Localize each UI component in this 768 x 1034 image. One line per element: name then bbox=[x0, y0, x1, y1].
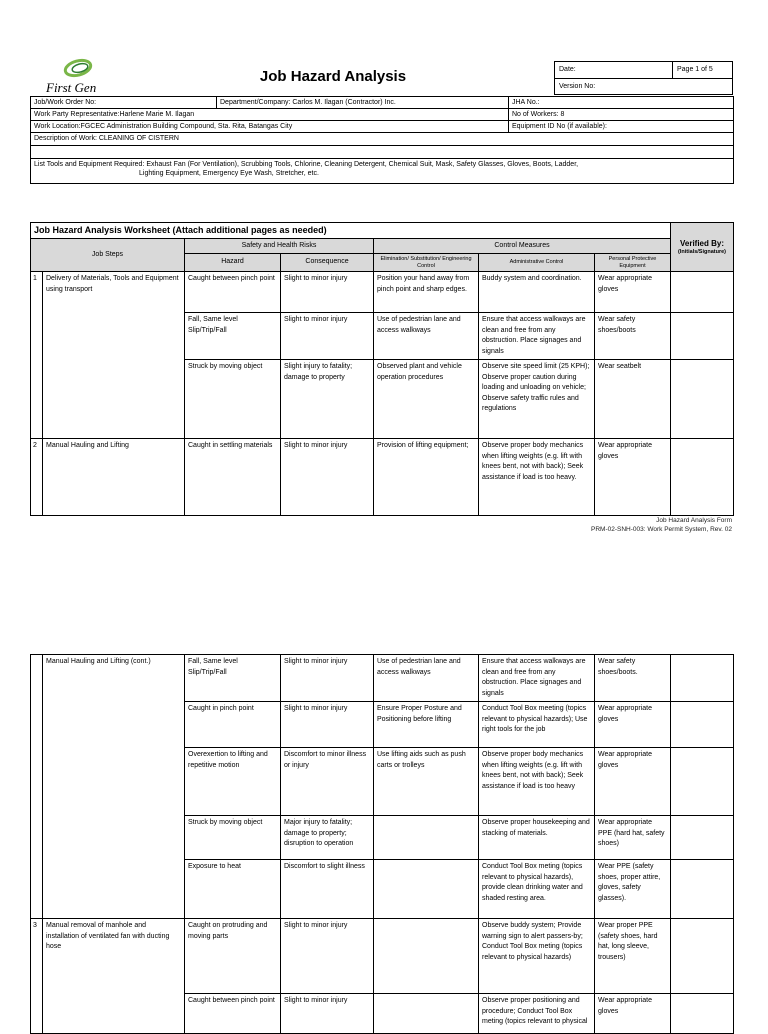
hazard-cell: Exposure to heat bbox=[185, 860, 281, 919]
consequence-cell: Slight to minor injury bbox=[281, 272, 374, 313]
elimination-header: Elimination/ Substitution/ Engineering Control bbox=[374, 254, 479, 272]
footer-form-name: Job Hazard Analysis Form bbox=[656, 517, 732, 524]
verified-cell bbox=[671, 748, 734, 816]
verified-sub-label: (Initials/Signature) bbox=[678, 249, 726, 255]
blank-row bbox=[31, 146, 734, 159]
admin-control-cell: Buddy system and coordination. bbox=[479, 272, 595, 313]
elimination-cell: Use of pedestrian lane and access walkways bbox=[374, 655, 479, 702]
worksheet-table-page-2 bbox=[30, 654, 734, 1034]
consequence-header: Consequence bbox=[281, 254, 374, 272]
admin-control-cell: Observe proper positioning and procedure; Conduct Tool Box meting (topics relevant to physical bbox=[479, 994, 595, 1034]
ppe-cell: Wear appropriate gloves bbox=[595, 748, 671, 816]
table-row bbox=[31, 919, 734, 994]
verified-cell bbox=[671, 313, 734, 360]
step-number: 2 bbox=[31, 439, 43, 516]
hazard-cell: Fall, Same level Slip/Trip/Fall bbox=[185, 655, 281, 702]
department-field: Department/Company: Carlos M. Ilagan (Contractor) Inc. bbox=[217, 97, 509, 109]
consequence-cell: Major injury to fatality; damage to property; disruption to operation bbox=[281, 816, 374, 860]
ppe-cell: Wear proper PPE (safety shoes, hard hat, long sleeve, trousers) bbox=[595, 919, 671, 994]
admin-control-cell: Ensure that access walkways are clean and free from any obstruction. Place signages and signals bbox=[479, 655, 595, 702]
worksheet-table-page-1 bbox=[30, 222, 734, 516]
verified-cell bbox=[671, 919, 734, 994]
tools-line-2: Lighting Equipment, Emergency Eye Wash, Stretcher, etc. bbox=[139, 170, 319, 177]
worksheet-title: Job Hazard Analysis Worksheet (Attach additional pages as needed) bbox=[31, 223, 671, 239]
consequence-cell: Discomfort to minor illness or injury bbox=[281, 748, 374, 816]
logo-text: First Gen bbox=[46, 80, 97, 95]
admin-control-cell: Conduct Tool Box meeting (topics relevant to physical hazards); Use right tools for the job bbox=[479, 702, 595, 748]
table-row bbox=[31, 439, 734, 516]
consequence-cell: Slight to minor injury bbox=[281, 994, 374, 1034]
ppe-cell: Wear safety shoes/boots. bbox=[595, 655, 671, 702]
job-order-field: Job/Work Order No: bbox=[31, 97, 217, 109]
representative-field: Work Party Representative:Harlene Marie M. Ilagan bbox=[31, 109, 509, 121]
job-info-table bbox=[30, 96, 734, 184]
consequence-cell: Slight injury to fatality; damage to property bbox=[281, 360, 374, 439]
jha-no-field: JHA No.: bbox=[509, 97, 734, 109]
admin-control-cell: Observe site speed limit (25 KPH); Observe proper caution during loading and unloading on vehicle; Observe safety traffic rules and regulations bbox=[479, 360, 595, 439]
hazard-cell: Overexertion to lifting and repetitive motion bbox=[185, 748, 281, 816]
footer-form-code: PRM-02-SNH-003: Work Permit System, Rev. 02 bbox=[591, 526, 732, 533]
ppe-cell: Wear PPE (safety shoes, proper attire, gloves, safety glasses). bbox=[595, 860, 671, 919]
job-step: Manual removal of manhole and installation of ventilated fan with ducting hose bbox=[43, 919, 185, 1034]
elimination-cell: Position your hand away from pinch point and sharp edges. bbox=[374, 272, 479, 313]
elimination-cell: Provision of lifting equipment; bbox=[374, 439, 479, 516]
elimination-cell bbox=[374, 994, 479, 1034]
verified-cell bbox=[671, 360, 734, 439]
verified-cell bbox=[671, 994, 734, 1034]
verified-cell bbox=[671, 439, 734, 516]
hazard-cell: Caught in pinch point bbox=[185, 702, 281, 748]
elimination-cell: Use lifting aids such as push carts or trolleys bbox=[374, 748, 479, 816]
hazard-cell: Caught between pinch point bbox=[185, 994, 281, 1034]
hazard-cell: Fall, Same level Slip/Trip/Fall bbox=[185, 313, 281, 360]
equipment-id-field: Equipment ID No (if available): bbox=[509, 121, 734, 133]
admin-control-cell: Observe buddy system; Provide warning sign to alert passers-by; Conduct Tool Box meting (topics relevant to physical hazards) bbox=[479, 919, 595, 994]
ppe-cell: Wear appropriate gloves bbox=[595, 439, 671, 516]
elimination-cell bbox=[374, 860, 479, 919]
ppe-cell: Wear seatbelt bbox=[595, 360, 671, 439]
page-number: Page 1 of 5 bbox=[677, 66, 713, 73]
control-measures-header: Control Measures bbox=[374, 238, 671, 254]
verified-cell bbox=[671, 272, 734, 313]
tools-line-1: List Tools and Equipment Required: Exhaust Fan (For Ventilation), Scrubbing Tools, Chlorine, Cleaning Detergent, Chemical Suit, Mask, Safety Glasses, Gloves, Boots, Ladder, bbox=[34, 161, 579, 168]
ppe-cell: Wear appropriate gloves bbox=[595, 702, 671, 748]
verified-cell bbox=[671, 655, 734, 702]
admin-control-cell: Conduct Tool Box meting (topics relevant to physical hazards), provide clean drinking water and shaded resting area. bbox=[479, 860, 595, 919]
verified-cell bbox=[671, 816, 734, 860]
step-number: 1 bbox=[31, 272, 43, 439]
verified-label: Verified By: bbox=[679, 238, 724, 248]
elimination-cell: Ensure Proper Posture and Positioning before lifting bbox=[374, 702, 479, 748]
ppe-header: Personal Protective Equipment bbox=[595, 254, 671, 272]
job-step: Manual Hauling and Lifting (cont.) bbox=[43, 655, 185, 919]
workers-field: No of Workers: 8 bbox=[509, 109, 734, 121]
table-row bbox=[31, 655, 734, 702]
safety-risks-header: Safety and Health Risks bbox=[185, 238, 374, 254]
hazard-cell: Caught in settling materials bbox=[185, 439, 281, 516]
admin-control-cell: Observe proper housekeeping and stacking of materials. bbox=[479, 816, 595, 860]
consequence-cell: Slight to minor injury bbox=[281, 655, 374, 702]
elimination-cell bbox=[374, 816, 479, 860]
header-meta-box bbox=[554, 61, 733, 95]
consequence-cell: Slight to minor injury bbox=[281, 439, 374, 516]
verified-cell bbox=[671, 702, 734, 748]
description-field: Description of Work: CLEANING OF CISTERN bbox=[31, 133, 734, 146]
admin-control-cell: Observe proper body mechanics when lifting weights (e.g. lift with knees bent, not with back); Seek assistance if load is too heavy bbox=[479, 748, 595, 816]
job-step: Delivery of Materials, Tools and Equipment using transport bbox=[43, 272, 185, 439]
job-steps-header: Job Steps bbox=[31, 238, 185, 272]
ppe-cell: Wear appropriate gloves bbox=[595, 994, 671, 1034]
version-label: Version No: bbox=[559, 83, 596, 90]
ppe-cell: Wear safety shoes/boots bbox=[595, 313, 671, 360]
document-title: Job Hazard Analysis bbox=[259, 68, 407, 85]
date-label: Date: bbox=[559, 66, 576, 73]
job-step: Manual Hauling and Lifting bbox=[43, 439, 185, 516]
verified-header bbox=[671, 223, 734, 272]
ppe-cell: Wear appropriate gloves bbox=[595, 272, 671, 313]
hazard-header: Hazard bbox=[185, 254, 281, 272]
hazard-cell: Caught between pinch point bbox=[185, 272, 281, 313]
consequence-cell: Slight to minor injury bbox=[281, 313, 374, 360]
ppe-cell: Wear appropriate PPE (hard hat, safety shoes) bbox=[595, 816, 671, 860]
consequence-cell: Slight to minor injury bbox=[281, 919, 374, 994]
step-number bbox=[31, 655, 43, 919]
page-footer bbox=[591, 516, 732, 534]
location-field: Work Location:FGCEC Administration Building Compound, Sta. Rita, Batangas City bbox=[31, 121, 509, 133]
admin-control-cell: Ensure that access walkways are clean and free from any obstruction. Place signages and signals bbox=[479, 313, 595, 360]
table-row bbox=[31, 272, 734, 313]
step-number: 3 bbox=[31, 919, 43, 1034]
admin-control-cell: Observe proper body mechanics when lifting weights (e.g. lift with knees bent, not with back); Seek assistance if load is too heavy. bbox=[479, 439, 595, 516]
elimination-cell: Use of pedestrian lane and access walkways bbox=[374, 313, 479, 360]
elimination-cell: Observed plant and vehicle operation procedures bbox=[374, 360, 479, 439]
hazard-cell: Caught on protruding and moving parts bbox=[185, 919, 281, 994]
consequence-cell: Slight to minor injury bbox=[281, 702, 374, 748]
hazard-cell: Struck by moving object bbox=[185, 360, 281, 439]
admin-header: Administrative Control bbox=[479, 254, 595, 272]
tools-field bbox=[31, 159, 734, 184]
hazard-cell: Struck by moving object bbox=[185, 816, 281, 860]
consequence-cell: Discomfort to slight illness bbox=[281, 860, 374, 919]
elimination-cell bbox=[374, 919, 479, 994]
verified-cell bbox=[671, 860, 734, 919]
